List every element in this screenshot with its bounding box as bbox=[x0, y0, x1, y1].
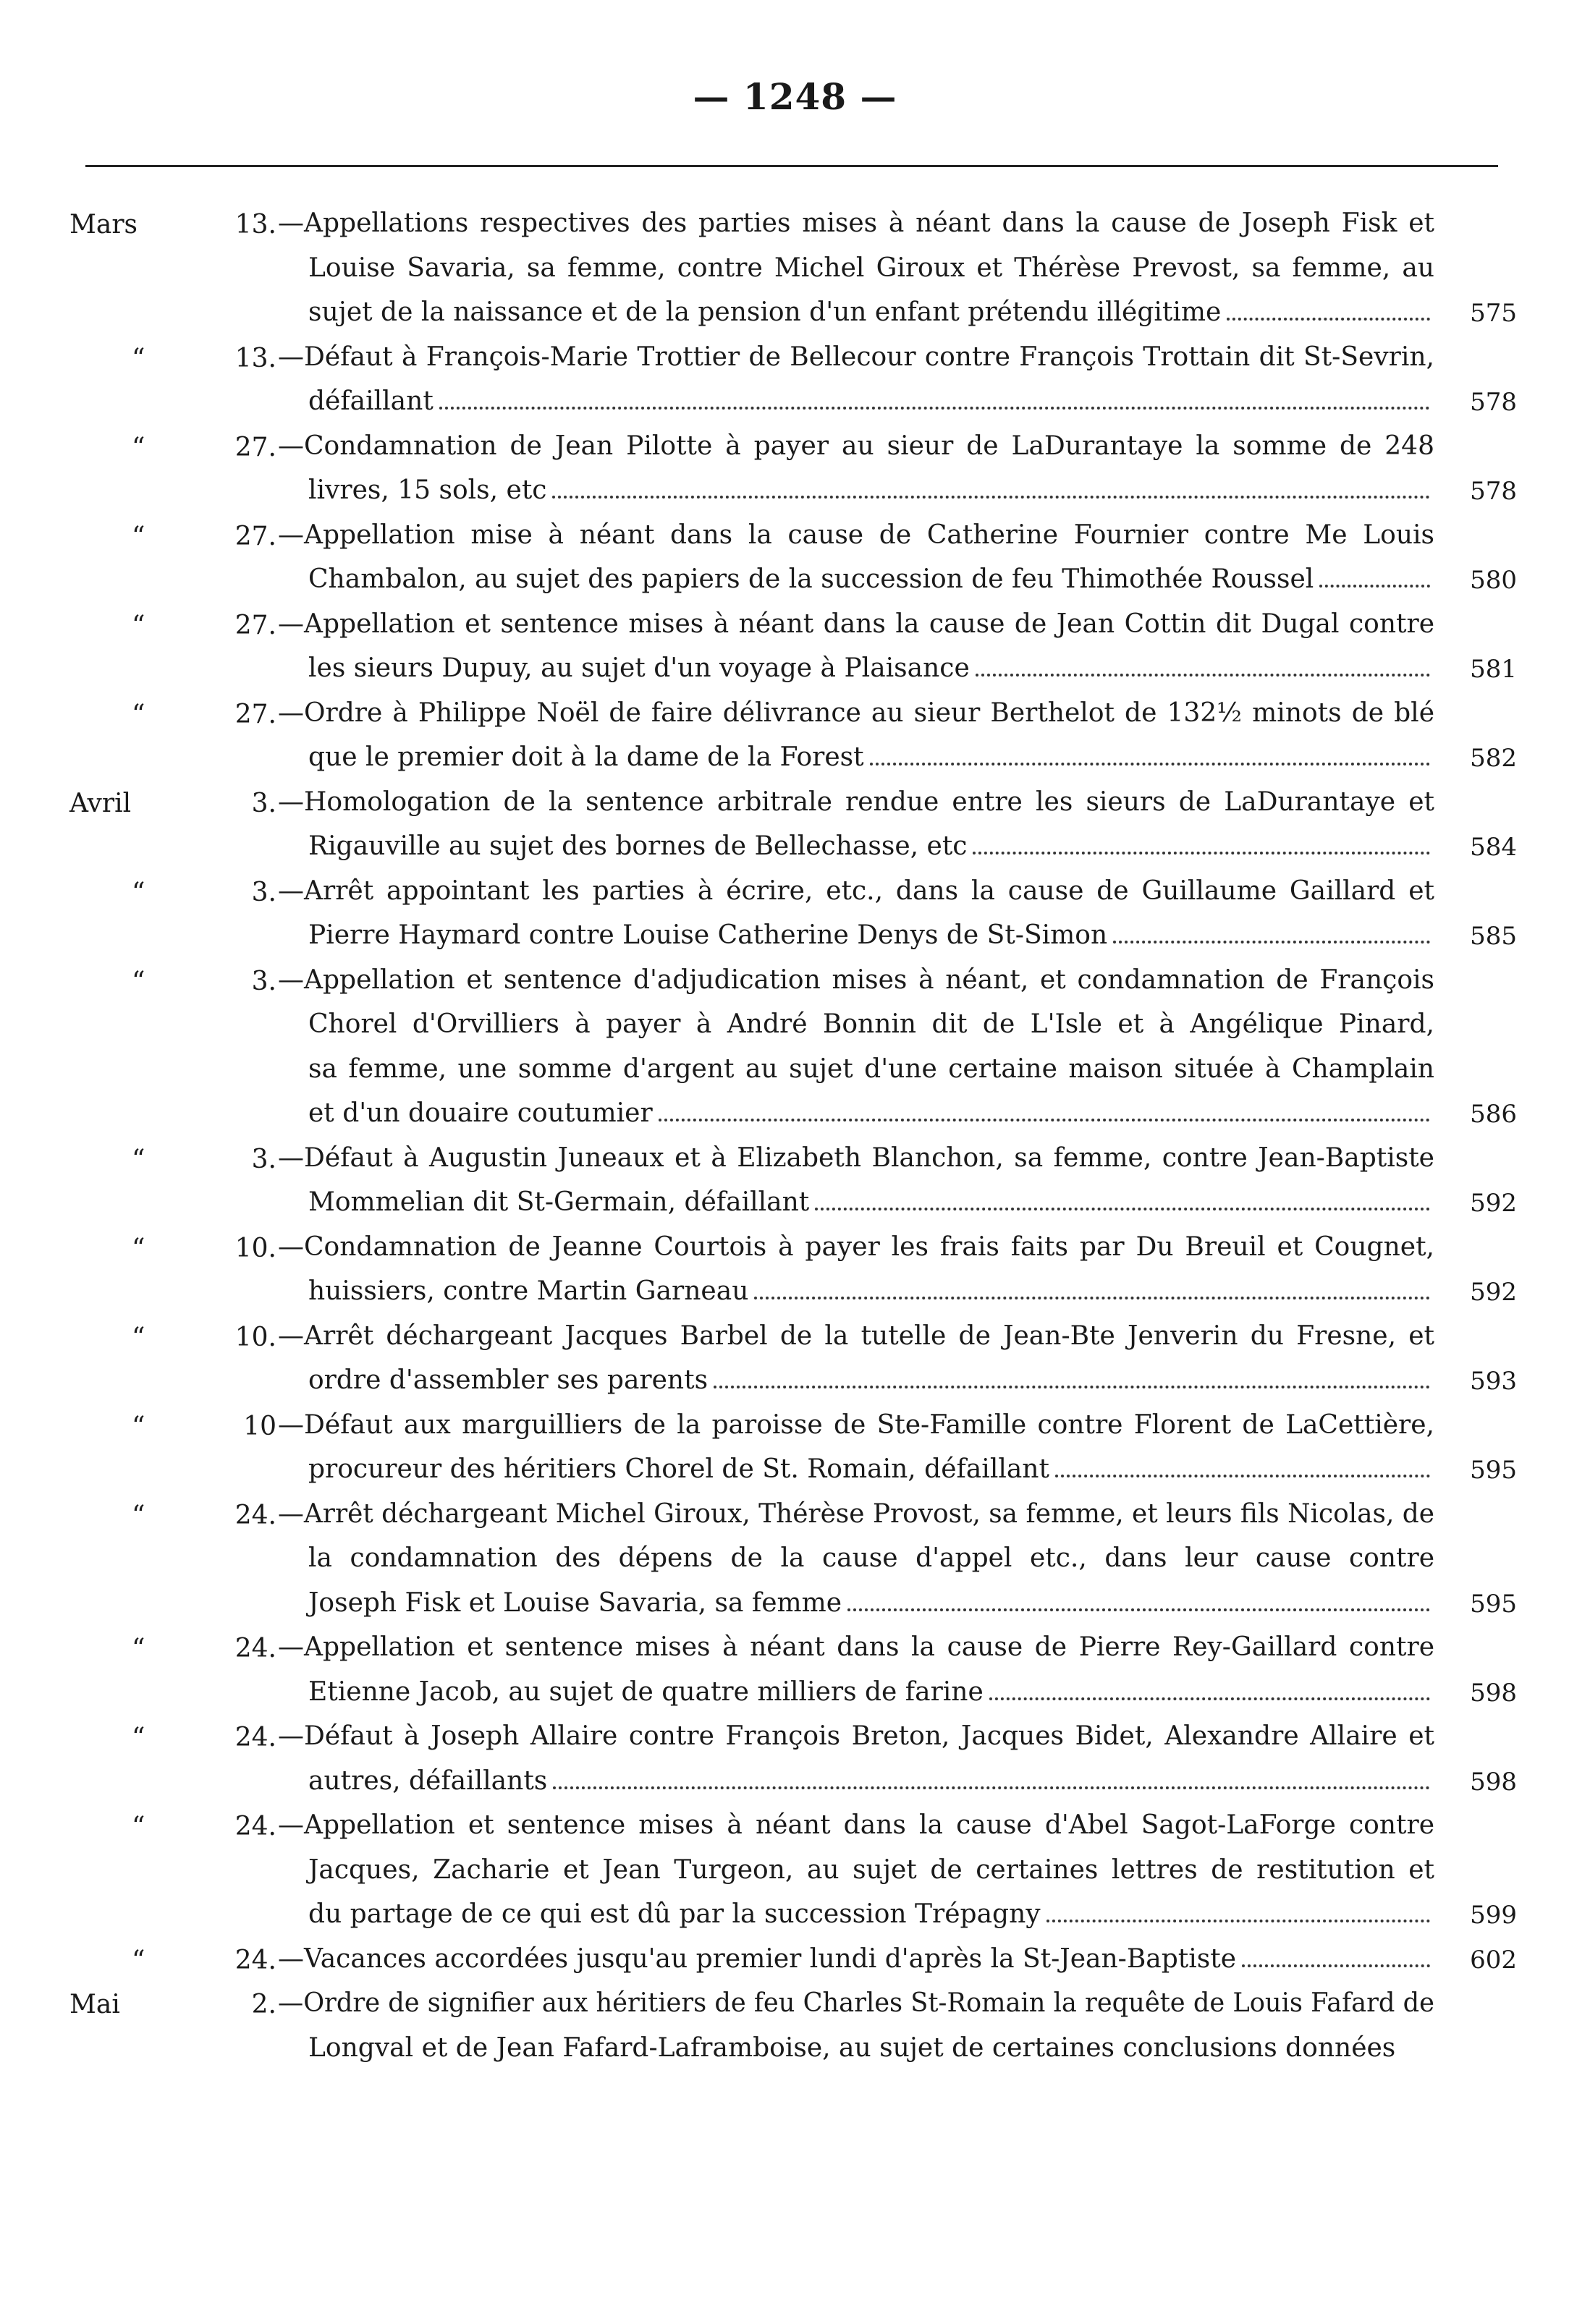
entry-line: Chambalon, au sujet des papiers de la succession de feu Thimothée Roussel bbox=[308, 563, 1430, 596]
page-number: — 1248 — bbox=[693, 75, 897, 118]
entry-day: 24. bbox=[234, 1500, 276, 1530]
entry-line: —Ordre de signifier aux héritiers de feu Charles St-Romain la requête de Louis Fafard de bbox=[278, 1988, 1434, 2018]
entry-line: —Homologation de la sentence arbitrale rendue entre les sieurs de LaDurantaye et bbox=[278, 786, 1434, 817]
entry-day: 27. bbox=[234, 521, 276, 551]
dot-leader bbox=[439, 407, 1430, 410]
entry-month: “ bbox=[132, 610, 145, 640]
entry-month: “ bbox=[132, 1411, 145, 1441]
entry-day: 3. bbox=[251, 788, 276, 818]
entry-day: 13. bbox=[234, 210, 276, 239]
dot-leader bbox=[1055, 1475, 1430, 1477]
entry-month: “ bbox=[132, 1144, 145, 1174]
entry-day: 13. bbox=[234, 343, 276, 373]
entry-line: ordre d'assembler ses parents bbox=[308, 1364, 1430, 1397]
entry-day: 27. bbox=[234, 699, 276, 729]
entry-month: “ bbox=[132, 1634, 145, 1663]
entry-line: —Arrêt déchargeant Michel Giroux, Thérèse Provost, sa femme, et leurs fils Nicolas, de bbox=[278, 1498, 1434, 1529]
entry-line: —Appellations respectives des parties mises à néant dans la cause de Joseph Fisk et bbox=[278, 208, 1434, 238]
entry-page-reference: 595 bbox=[1470, 1589, 1517, 1619]
entry-month: Mai bbox=[69, 1990, 120, 2019]
entry-day: 10. bbox=[234, 1233, 276, 1263]
entry-page-reference: 595 bbox=[1470, 1456, 1517, 1485]
entry-line: du partage de ce qui est dû par la succession Trépagny bbox=[308, 1898, 1430, 1931]
entry-day: 10 bbox=[243, 1411, 276, 1441]
entry-month: “ bbox=[132, 432, 145, 462]
entry-line: —Ordre à Philippe Noël de faire délivrance au sieur Berthelot de 132½ minots de blé bbox=[278, 697, 1434, 728]
dot-leader bbox=[1113, 941, 1430, 943]
entry-page-reference: 598 bbox=[1470, 1767, 1517, 1797]
entry-month: “ bbox=[132, 966, 145, 996]
entry-month: “ bbox=[132, 521, 145, 551]
entry-line: Longval et de Jean Fafard-Laframboise, au sujet de certaines conclusions données bbox=[308, 2032, 1396, 2063]
entry-line: —Appellation et sentence mises à néant dans la cause de Pierre Rey-Gaillard contre bbox=[278, 1632, 1434, 1662]
entry-day: 27. bbox=[234, 610, 276, 640]
entry-line: —Appellation et sentence d'adjudication mises à néant, et condamnation de François bbox=[278, 964, 1434, 995]
entry-page-reference: 592 bbox=[1470, 1189, 1517, 1218]
entry-page-reference: 585 bbox=[1470, 922, 1517, 951]
entry-page-reference: 593 bbox=[1470, 1367, 1517, 1396]
dot-leader bbox=[552, 496, 1430, 499]
entry-month: Mars bbox=[69, 210, 138, 239]
dot-leader bbox=[989, 1697, 1430, 1700]
entry-page-reference: 584 bbox=[1470, 833, 1517, 862]
dot-leader bbox=[870, 763, 1430, 766]
dot-leader bbox=[815, 1208, 1430, 1210]
dot-leader bbox=[714, 1386, 1430, 1388]
dot-leader bbox=[553, 1786, 1430, 1789]
entry-page-reference: 581 bbox=[1470, 655, 1517, 684]
entry-line: et d'un douaire coutumier bbox=[308, 1097, 1430, 1130]
entry-line: Mommelian dit St-Germain, défaillant bbox=[308, 1186, 1430, 1219]
entry-day: 3. bbox=[251, 966, 276, 996]
entry-page-reference: 578 bbox=[1470, 477, 1517, 506]
entry-line: —Défaut à Joseph Allaire contre François Breton, Jacques Bidet, Alexandre Allaire et bbox=[278, 1721, 1434, 1751]
dot-leader bbox=[1227, 318, 1430, 321]
entry-line: —Appellation et sentence mises à néant dans la cause de Jean Cottin dit Dugal contre bbox=[278, 608, 1434, 639]
entry-line: livres, 15 sols, etc bbox=[308, 474, 1430, 507]
dot-leader bbox=[754, 1297, 1430, 1299]
entry-line: autres, défaillants bbox=[308, 1765, 1430, 1798]
entry-page-reference: 602 bbox=[1470, 1945, 1517, 1975]
dot-leader bbox=[973, 852, 1430, 854]
entry-line: —Condamnation de Jean Pilotte à payer au sieur de LaDurantaye la somme de 248 bbox=[278, 431, 1434, 461]
entry-line: sujet de la naissance et de la pension d'un enfant prétendu illégitime bbox=[308, 296, 1430, 329]
entry-line: Louise Savaria, sa femme, contre Michel Giroux et Thérèse Prevost, sa femme, au bbox=[308, 253, 1434, 283]
dot-leader bbox=[1319, 585, 1430, 588]
entry-page-reference: 582 bbox=[1470, 744, 1517, 773]
entry-line: Pierre Haymard contre Louise Catherine Denys de St-Simon bbox=[308, 919, 1430, 952]
entry-line: —Défaut à Augustin Juneaux et à Elizabeth Blanchon, sa femme, contre Jean-Baptiste bbox=[278, 1142, 1434, 1173]
dot-leader bbox=[1242, 1964, 1430, 1967]
entry-month: “ bbox=[132, 343, 145, 373]
entry-line: —Appellation et sentence mises à néant dans la cause d'Abel Sagot-LaForge contre bbox=[278, 1810, 1434, 1840]
entry-line: —Arrêt déchargeant Jacques Barbel de la tutelle de Jean-Bte Jenverin du Fresne, et bbox=[278, 1320, 1434, 1351]
entry-line: procureur des héritiers Chorel de St. Romain, défaillant bbox=[308, 1453, 1430, 1486]
entry-line: sa femme, une somme d'argent au sujet d'une certaine maison située à Champlain bbox=[308, 1053, 1434, 1084]
entry-month: Avril bbox=[69, 788, 132, 818]
entry-page-reference: 592 bbox=[1470, 1278, 1517, 1307]
entry-line: défaillant bbox=[308, 385, 1430, 418]
entry-line: Rigauville au sujet des bornes de Bellechasse, etc bbox=[308, 830, 1430, 863]
entry-line: —Arrêt appointant les parties à écrire, etc., dans la cause de Guillaume Gaillard et bbox=[278, 875, 1434, 906]
entry-day: 2. bbox=[251, 1990, 276, 2019]
entry-line: Joseph Fisk et Louise Savaria, sa femme bbox=[308, 1587, 1430, 1620]
dot-leader bbox=[659, 1119, 1430, 1121]
entry-line: Chorel d'Orvilliers à payer à André Bonnin dit de L'Isle et à Angélique Pinard, bbox=[308, 1009, 1434, 1039]
entry-month: “ bbox=[132, 1812, 145, 1841]
entry-day: 3. bbox=[251, 877, 276, 907]
entry-month: “ bbox=[132, 699, 145, 729]
entry-day: 24. bbox=[234, 1945, 276, 1975]
entry-line: la condamnation des dépens de la cause d'appel etc., dans leur cause contre bbox=[308, 1543, 1434, 1573]
entry-line: —Défaut aux marguilliers de la paroisse de Ste-Famille contre Florent de LaCettière, bbox=[278, 1409, 1434, 1440]
entry-line: les sieurs Dupuy, au sujet d'un voyage à Plaisance bbox=[308, 652, 1430, 685]
entry-line: —Appellation mise à néant dans la cause de Catherine Fournier contre Me Louis bbox=[278, 519, 1434, 550]
entry-line: Etienne Jacob, au sujet de quatre milliers de farine bbox=[308, 1676, 1430, 1709]
entry-month: “ bbox=[132, 877, 145, 907]
entry-month: “ bbox=[132, 1945, 145, 1975]
entry-page-reference: 578 bbox=[1470, 388, 1517, 417]
entry-month: “ bbox=[132, 1723, 145, 1752]
entry-line: —Défaut à François-Marie Trottier de Bellecour contre François Trottain dit St-Sevrin, bbox=[278, 342, 1434, 372]
entry-month: “ bbox=[132, 1500, 145, 1530]
dot-leader bbox=[1046, 1920, 1430, 1922]
entry-page-reference: 598 bbox=[1470, 1678, 1517, 1708]
entry-month: “ bbox=[132, 1233, 145, 1263]
entry-line: que le premier doit à la dame de la Forest bbox=[308, 741, 1430, 774]
entry-page-reference: 586 bbox=[1470, 1100, 1517, 1129]
entry-page-reference: 580 bbox=[1470, 566, 1517, 595]
entry-line: Jacques, Zacharie et Jean Turgeon, au sujet de certaines lettres de restitution et bbox=[308, 1854, 1434, 1885]
entry-line: huissiers, contre Martin Garneau bbox=[308, 1275, 1430, 1308]
entry-day: 10. bbox=[234, 1322, 276, 1352]
dot-leader bbox=[976, 674, 1430, 677]
entry-day: 27. bbox=[234, 432, 276, 462]
dot-leader bbox=[847, 1608, 1430, 1611]
entry-page-reference: 575 bbox=[1470, 299, 1517, 328]
entry-day: 3. bbox=[251, 1144, 276, 1174]
entry-day: 24. bbox=[234, 1812, 276, 1841]
entry-month: “ bbox=[132, 1322, 145, 1352]
entry-line: —Vacances accordées jusqu'au premier lundi d'après la St-Jean-Baptiste bbox=[278, 1943, 1430, 1976]
entry-day: 24. bbox=[234, 1634, 276, 1663]
entry-line: —Condamnation de Jeanne Courtois à payer les frais faits par Du Breuil et Cougnet, bbox=[278, 1231, 1434, 1262]
entry-day: 24. bbox=[234, 1723, 276, 1752]
entry-page-reference: 599 bbox=[1470, 1901, 1517, 1930]
